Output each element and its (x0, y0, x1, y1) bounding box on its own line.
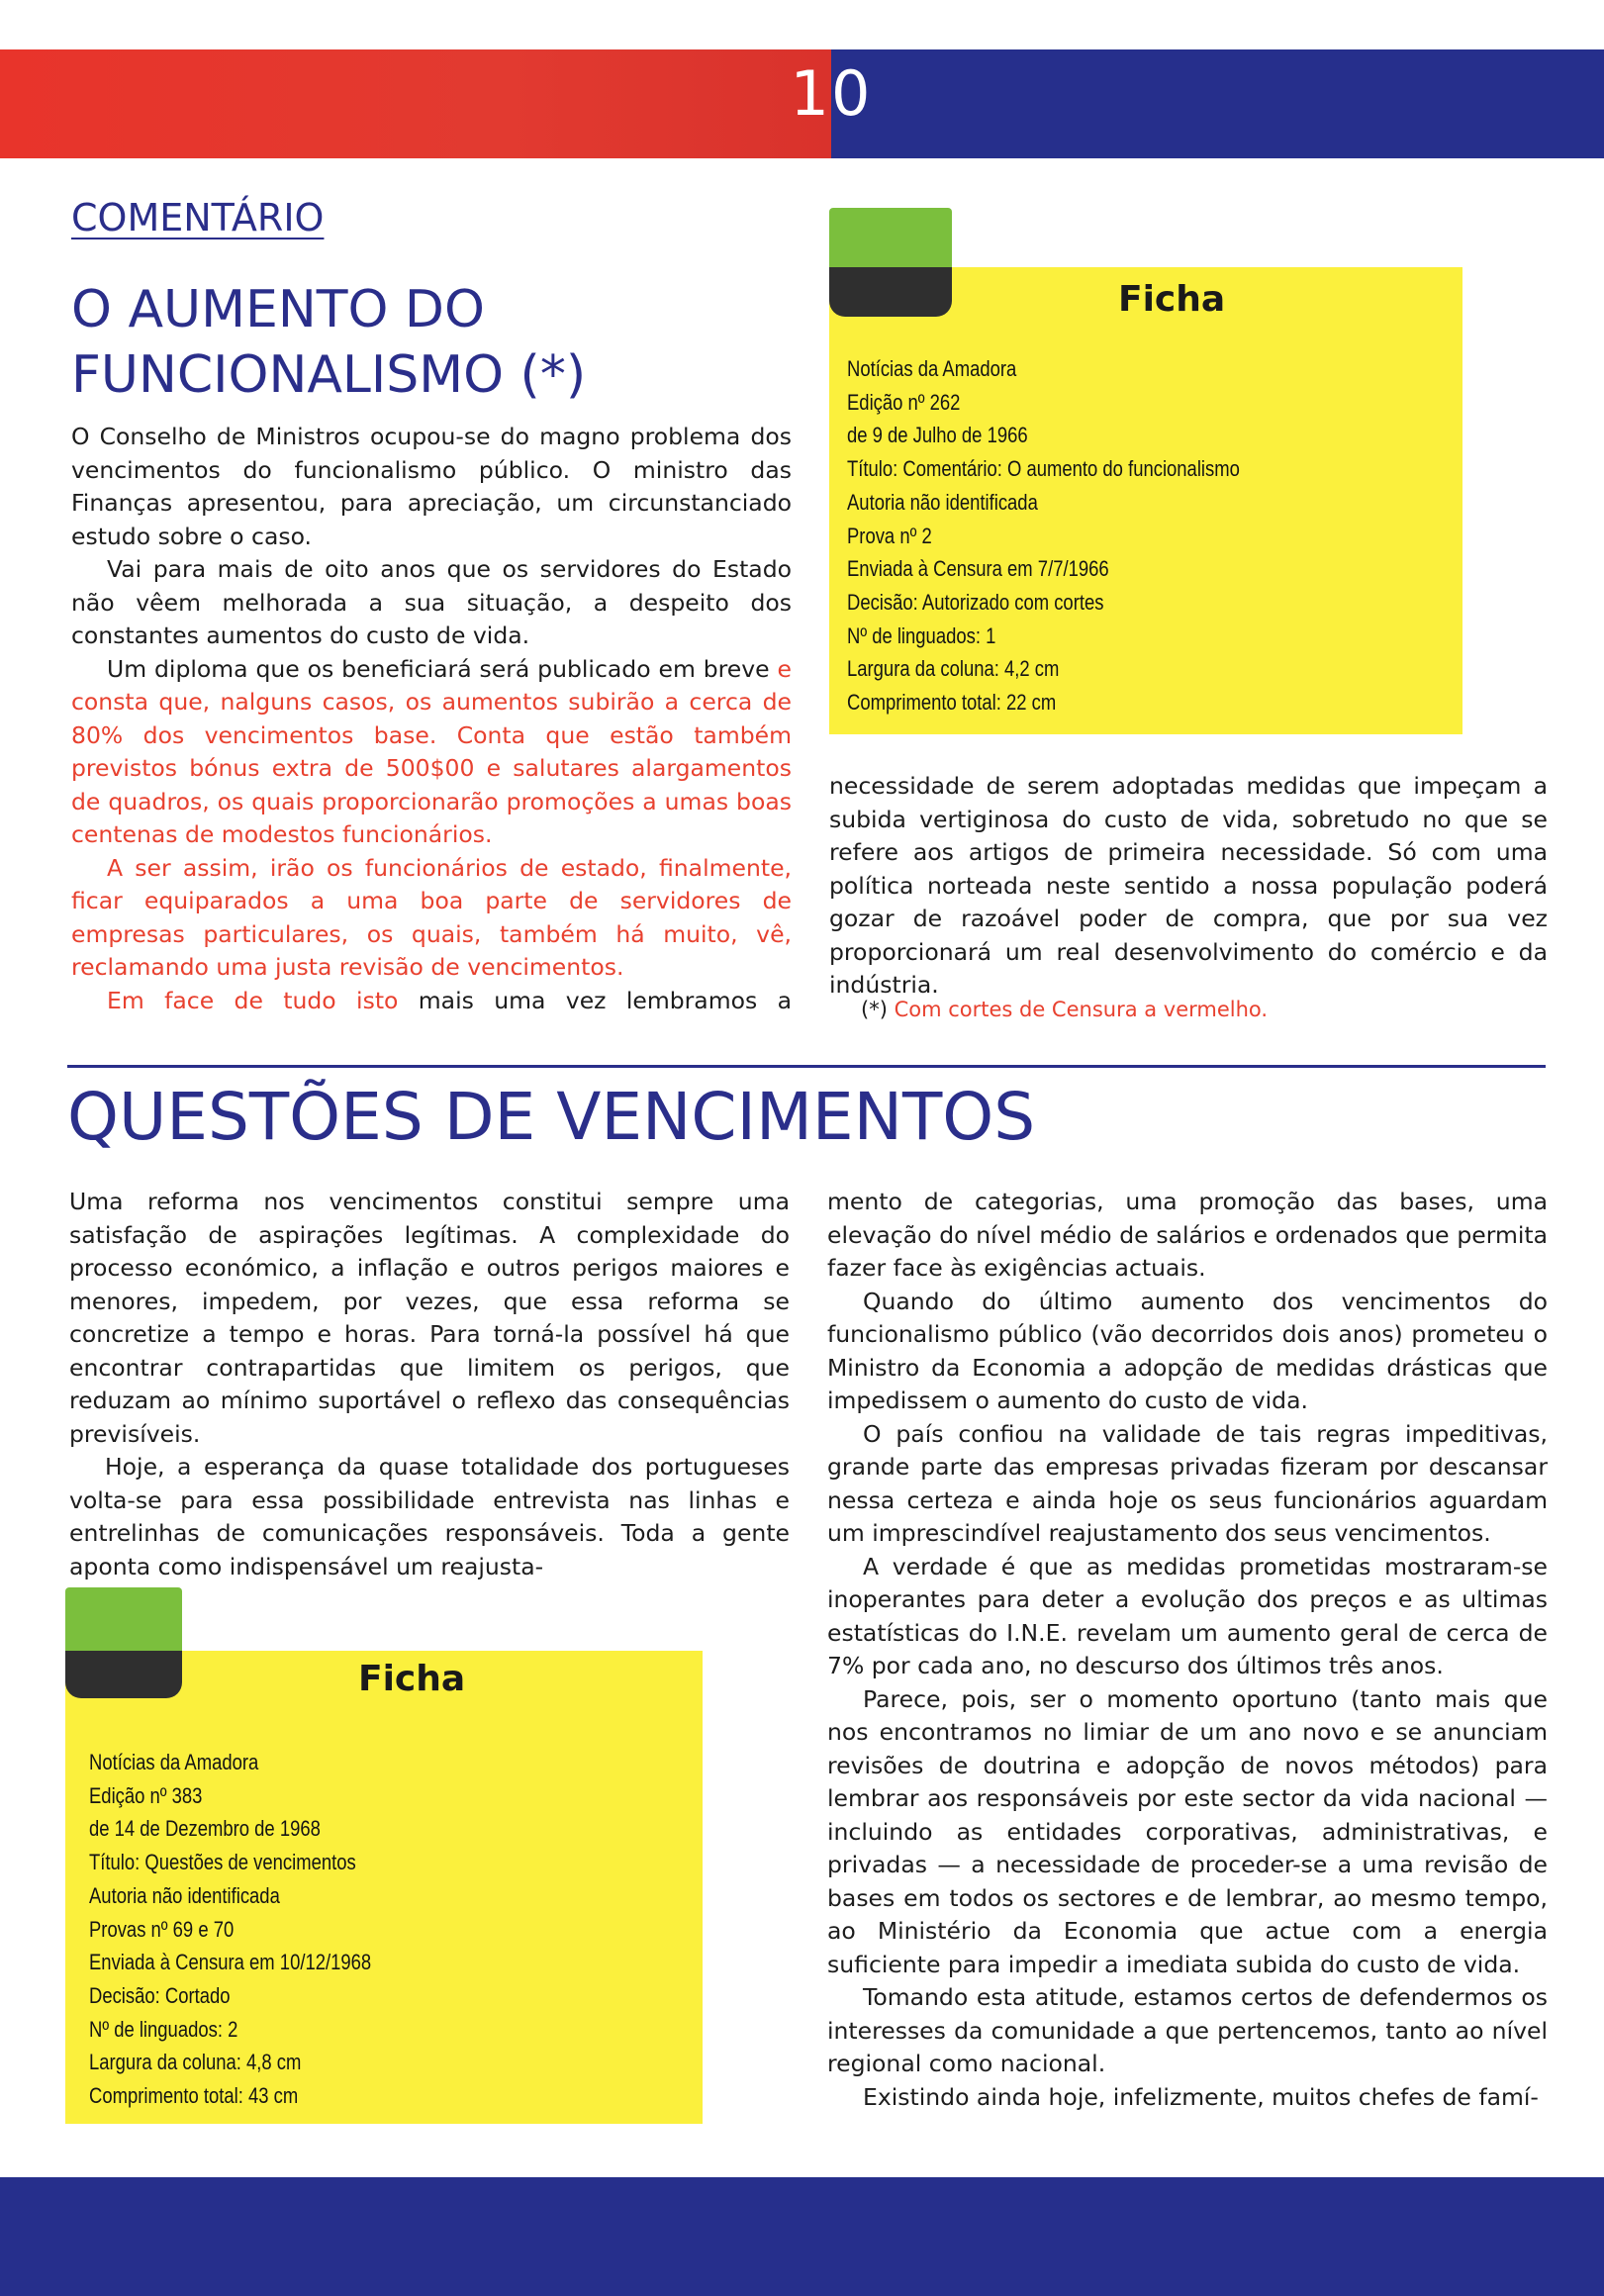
ficha-box-1 (829, 267, 1462, 734)
ficha1-line: Decisão: Autorizado com cortes (847, 589, 1104, 615)
ficha1-line: Edição nº 262 (847, 389, 961, 415)
article2-right-paragraph-4: A verdade é que as medidas prometidas mostraram-se inoperantes para deter a evolução dos preços e as ultimas estatísticas do I.N.E. revelam um aumento geral de cerca de 7% por cada ano, no descurso dos últimos três anos. (827, 1552, 1548, 1679)
article2-right-paragraph-6: Tomando esta atitude, estamos certos de defendermos os interesses da comunidade a que pertencemos, tanto ao nível regional como nacional. (827, 1983, 1548, 2077)
ficha2-tab-dark (65, 1651, 182, 1698)
article2-left-paragraph-2: Hoje, a esperança da quase totalidade dos portugueses volta-se para essa possibilidade entrevista nas linhas e entrelinhas de comunicações responsáveis. Toda a gente aponta como indispensável um reajusta- (69, 1453, 790, 1580)
article1-footnote (861, 998, 1268, 1021)
ficha2-line: Comprimento total: 43 cm (89, 2083, 299, 2109)
ficha2-line: Autoria não identificada (89, 1882, 280, 1908)
ficha1-details (847, 352, 1240, 719)
section-label: COMENTÁRIO (71, 196, 325, 239)
ficha1-line: Autoria não identificada (847, 489, 1038, 515)
bottom-color-band (0, 2177, 1604, 2296)
ficha2-line: Notícias da Amadora (89, 1750, 259, 1774)
ficha2-title: Ficha (358, 1659, 466, 1699)
article2-right-paragraph-7: Existindo ainda hoje, infelizmente, muitos chefes de famí- (863, 2082, 1539, 2111)
article1-paragraph-1: O Conselho de Ministros ocupou-se do magno problema dos vencimentos do funcionalismo público. O ministro das Finanças apresentou, para apreciação, um circunstanciado estudo sobre o caso. (71, 423, 792, 550)
article1-p5-censored: Em face de tudo isto (107, 986, 399, 1014)
ficha2-line: de 14 de Dezembro de 1968 (89, 1816, 321, 1842)
ficha2-line: Enviada à Censura em 10/12/1968 (89, 1950, 372, 1975)
ficha1-title: Ficha (1118, 279, 1226, 320)
ficha1-line: Notícias da Amadora (847, 356, 1017, 381)
ficha1-tab-green (829, 208, 952, 269)
section-divider (67, 1065, 1546, 1068)
article1-paragraph-3 (71, 653, 792, 852)
article2-left-paragraph-1: Uma reforma nos vencimentos constitui sempre uma satisfação de aspirações legítimas. A complexidade do processo económico, a inflação e outros perigos maiores e menores, impedem, por vezes, que essa reforma se concretize a tempo e horas. Para torná-la possível há que encontrar contrapartidas que limitem os perigos, que reduzam ao mínimo suportável o reflexo das consequências previsíveis. (69, 1188, 790, 1448)
article1-headline: O AUMENTO DO FUNCIONALISMO (*) (71, 280, 587, 405)
article1-p3-censored: e consta que, nalguns casos, os aumentos subirão a cerca de 80% dos vencimentos base. Conta que estão também previstos bónus extra de 500$00 e salutares alargamentos de quadros, os quais proporcionarão promoções a umas boas centenas de modestos funcionários. (71, 654, 792, 848)
article1-p3-text: Um diploma que os beneficiará será publicado em breve (107, 654, 778, 683)
footnote-mark: (*) (861, 998, 888, 1021)
ficha1-line: Nº de linguados: 1 (847, 622, 996, 648)
ficha2-line: Nº de linguados: 2 (89, 2016, 238, 2042)
article2-right-paragraph-1: mento de categorias, uma promoção das bases, uma elevação do nível médio de salários e ordenados que permita fazer face às exigências actuais. (827, 1188, 1548, 1282)
ficha1-line: de 9 de Julho de 1966 (847, 423, 1028, 448)
ficha2-line: Largura da coluna: 4,8 cm (89, 2050, 302, 2075)
article1-paragraph-6: necessidade de serem adoptadas medidas que impeçam a subida vertiginosa do custo de vida, sobretudo no que se refere aos artigos de primeira necessidade. Só com uma política norteada neste sentido a nossa população poderá gozar de razoável poder de compra, que por sua vez proporcionará um real desenvolvimento do comércio e da indústria. (829, 772, 1548, 999)
ficha1-line: Enviada à Censura em 7/7/1966 (847, 556, 1109, 582)
article1-paragraph-5 (71, 985, 792, 1018)
article2-right-paragraph-3: O país confiou na validade de tais regras impeditivas, grande parte das empresas privadas fizeram por descansar nessa certeza e ainda hoje os seus funcionários aguardam um imprescindível reajustamento dos seus vencimentos. (827, 1419, 1548, 1547)
article1-right-column (829, 770, 1548, 1003)
ficha1-line: Prova nº 2 (847, 523, 932, 548)
ficha1-tab-dark (829, 267, 952, 317)
ficha-box-2 (65, 1651, 703, 2124)
article1-left-column (71, 421, 792, 1017)
ficha2-tab-green (65, 1587, 182, 1653)
ficha2-line: Provas nº 69 e 70 (89, 1916, 235, 1942)
top-band-blue (831, 49, 1604, 158)
article2-right-paragraph-2: Quando do último aumento dos vencimentos do funcionalismo público (vão decorridos dois anos) prometeu o Ministro da Economia a adopção de medidas drásticas que impedissem o aumento do custo de vida. (827, 1287, 1548, 1414)
ficha1-line: Largura da coluna: 4,2 cm (847, 656, 1060, 682)
ficha2-details (89, 1746, 371, 2113)
page-number: 10 (790, 57, 873, 130)
top-band-red (0, 49, 831, 158)
ficha2-line: Título: Questões de vencimentos (89, 1850, 356, 1875)
article2-left-column (69, 1186, 790, 1583)
article1-p5-text: mais uma vez lembramos a (398, 986, 792, 1014)
ficha2-line: Decisão: Cortado (89, 1982, 231, 2008)
ficha1-line: Comprimento total: 22 cm (847, 690, 1057, 716)
article1-paragraph-4-censored: A ser assim, irão os funcionários de estado, finalmente, ficar equiparados a uma boa parte de servidores de empresas particulares, os quais, também há muito, vê, reclamando uma justa revisão de vencimentos. (71, 853, 792, 981)
article2-headline: QUESTÕES DE VENCIMENTOS (67, 1079, 1036, 1155)
footnote-text: Com cortes de Censura a vermelho. (887, 998, 1269, 1021)
article1-paragraph-2: Vai para mais de oito anos que os servidores do Estado não vêem melhorada a sua situação, a despeito dos constantes aumentos do custo de vida. (71, 555, 792, 649)
ficha2-line: Edição nº 383 (89, 1782, 203, 1808)
ficha1-line: Título: Comentário: O aumento do funcionalismo (847, 456, 1240, 482)
article2-right-column (827, 1186, 1548, 2114)
article2-right-paragraph-5: Parece, pois, ser o momento oportuno (tanto mais que nos encontramos no limiar de um ano novo e se anunciam revisões de doutrina e adopção de novos métodos) para lembrar aos responsáveis por este sector da vida nacional — incluindo as entidades corporativas, administrativas, e privadas — a necessidade de proceder-se a uma revisão de bases em todos os sectores e de lembrar, ao mesmo tempo, ao Ministério da Economia que actue com a energia suficiente para impedir a imediata subida do custo de vida. (827, 1684, 1548, 1978)
